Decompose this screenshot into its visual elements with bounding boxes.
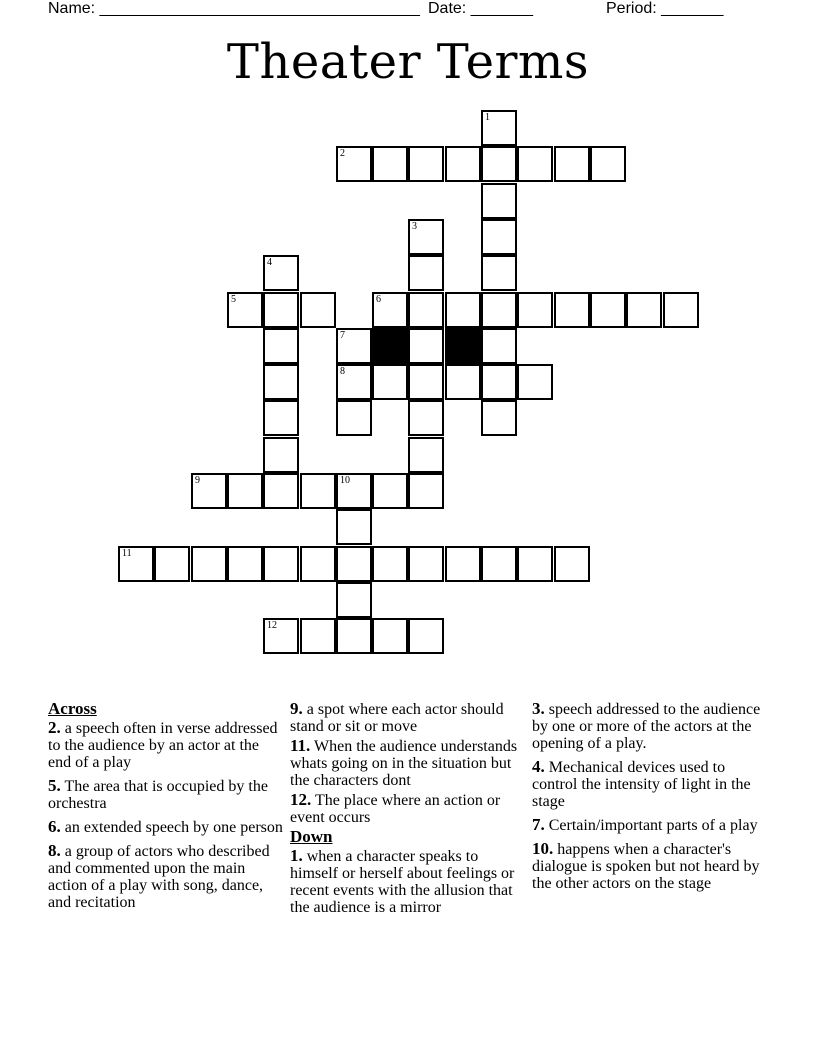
grid-cell[interactable] xyxy=(445,364,481,400)
grid-cell[interactable] xyxy=(154,546,190,582)
clue-across-6: 6. an extended speech by one person xyxy=(48,817,283,836)
cell-number: 10 xyxy=(340,475,350,486)
grid-cell[interactable] xyxy=(263,292,299,328)
clue-down-3: 3. speech addressed to the audience by one or more of the actors at the opening of a play. xyxy=(532,699,761,752)
grid-cell[interactable] xyxy=(408,400,444,436)
grid-cell[interactable] xyxy=(626,292,662,328)
grid-cell[interactable] xyxy=(408,473,444,509)
grid-cell[interactable] xyxy=(372,546,408,582)
grid-cell[interactable] xyxy=(372,618,408,654)
grid-cell[interactable] xyxy=(227,546,263,582)
clues-column-3 xyxy=(532,700,768,898)
grid-cell[interactable] xyxy=(336,618,372,654)
grid-cell[interactable] xyxy=(300,546,336,582)
clue-down-7: 7. Certain/important parts of a play xyxy=(532,815,758,834)
grid-cell[interactable] xyxy=(336,400,372,436)
cell-number: 5 xyxy=(231,294,236,305)
page-title: Theater Terms xyxy=(226,34,590,90)
grid-cell[interactable] xyxy=(372,364,408,400)
cell-number: 4 xyxy=(267,257,272,268)
clue-across-8: 8. a group of actors who described and commented upon the main action of a play with song, dance, and recitation xyxy=(48,841,270,911)
cell-number: 9 xyxy=(195,475,200,486)
grid-cell[interactable] xyxy=(408,328,444,364)
clue-across-9: 9. a spot where each actor should stand or sit or move xyxy=(290,699,504,735)
grid-cell[interactable] xyxy=(554,146,590,182)
grid-cell[interactable] xyxy=(408,292,444,328)
grid-cell[interactable] xyxy=(263,473,299,509)
grid-cell[interactable] xyxy=(481,400,517,436)
black-cell xyxy=(372,328,408,364)
cell-number: 2 xyxy=(340,148,345,159)
cell-number: 6 xyxy=(376,294,381,305)
cell-number: 1 xyxy=(485,112,490,123)
cell-number: 8 xyxy=(340,366,345,377)
clue-down-10: 10. happens when a character's dialogue is spoken but not heard by the other actors on the stage xyxy=(532,839,760,892)
grid-cell[interactable] xyxy=(590,146,626,182)
grid-cell[interactable] xyxy=(517,146,553,182)
grid-cell[interactable] xyxy=(300,473,336,509)
grid-cell[interactable] xyxy=(336,364,372,400)
grid-cell[interactable] xyxy=(336,328,372,364)
grid-cell[interactable] xyxy=(481,328,517,364)
grid-cell[interactable] xyxy=(263,364,299,400)
grid-cell[interactable] xyxy=(227,473,263,509)
grid-cell[interactable] xyxy=(554,546,590,582)
grid-cell[interactable] xyxy=(408,618,444,654)
grid-cell[interactable] xyxy=(481,183,517,219)
grid-cell[interactable] xyxy=(118,546,154,582)
grid-cell[interactable] xyxy=(372,146,408,182)
clue-down-1: 1. when a character speaks to himself or herself about feelings or recent events with the allusion that the audience is a mirror xyxy=(290,846,515,916)
grid-cell[interactable] xyxy=(445,146,481,182)
cell-number: 7 xyxy=(340,330,345,341)
grid-cell[interactable] xyxy=(517,292,553,328)
grid-cell[interactable] xyxy=(263,255,299,291)
clues-column-1 xyxy=(48,700,284,917)
period-field[interactable]: Period: _______ xyxy=(606,0,724,17)
grid-cell[interactable] xyxy=(408,364,444,400)
grid-cell[interactable] xyxy=(191,473,227,509)
grid-cell[interactable] xyxy=(445,546,481,582)
grid-cell[interactable] xyxy=(517,364,553,400)
grid-cell[interactable] xyxy=(481,546,517,582)
cell-number: 11 xyxy=(122,548,132,559)
grid-cell[interactable] xyxy=(481,110,517,146)
grid-cell[interactable] xyxy=(481,219,517,255)
name-field[interactable]: Name: ____________________________________ xyxy=(48,0,420,17)
cell-number: 3 xyxy=(412,221,417,232)
clue-across-5: 5. The area that is occupied by the orchestra xyxy=(48,776,268,812)
grid-cell[interactable] xyxy=(445,292,481,328)
clue-across-11: 11. When the audience understands whats going on in the situation but the characters dont xyxy=(290,736,518,789)
grid-cell[interactable] xyxy=(263,400,299,436)
grid-cell[interactable] xyxy=(336,509,372,545)
grid-cell[interactable] xyxy=(663,292,699,328)
grid-cell[interactable] xyxy=(554,292,590,328)
grid-cell[interactable] xyxy=(408,146,444,182)
clue-down-4: 4. Mechanical devices used to control the intensity of light in the stage xyxy=(532,757,751,810)
grid-cell[interactable] xyxy=(408,219,444,255)
grid-cell[interactable] xyxy=(372,292,408,328)
grid-cell[interactable] xyxy=(408,437,444,473)
date-field[interactable]: Date: _______ xyxy=(428,0,533,17)
grid-cell[interactable] xyxy=(408,255,444,291)
grid-cell[interactable] xyxy=(481,292,517,328)
across-heading: Across xyxy=(48,699,97,718)
clues-column-2 xyxy=(290,700,526,922)
down-heading: Down xyxy=(290,827,333,846)
grid-cell[interactable] xyxy=(590,292,626,328)
grid-cell[interactable] xyxy=(263,328,299,364)
grid-cell[interactable] xyxy=(517,546,553,582)
grid-cell[interactable] xyxy=(481,255,517,291)
grid-cell[interactable] xyxy=(263,437,299,473)
grid-cell[interactable] xyxy=(481,146,517,182)
grid-cell[interactable] xyxy=(336,546,372,582)
clue-across-12: 12. The place where an action or event occurs xyxy=(290,790,501,826)
grid-cell[interactable] xyxy=(481,364,517,400)
grid-cell[interactable] xyxy=(408,546,444,582)
grid-cell[interactable] xyxy=(191,546,227,582)
grid-cell[interactable] xyxy=(263,618,299,654)
grid-cell[interactable] xyxy=(300,618,336,654)
grid-cell[interactable] xyxy=(300,292,336,328)
grid-cell[interactable] xyxy=(336,146,372,182)
grid-cell[interactable] xyxy=(263,546,299,582)
grid-cell[interactable] xyxy=(227,292,263,328)
clue-across-2: 2. a speech often in verse addressed to the audience by an actor at the end of a play xyxy=(48,718,278,771)
cell-number: 12 xyxy=(267,620,277,631)
grid-cell[interactable] xyxy=(372,473,408,509)
grid-cell[interactable] xyxy=(336,582,372,618)
grid-cell[interactable] xyxy=(336,473,372,509)
black-cell xyxy=(445,328,481,364)
